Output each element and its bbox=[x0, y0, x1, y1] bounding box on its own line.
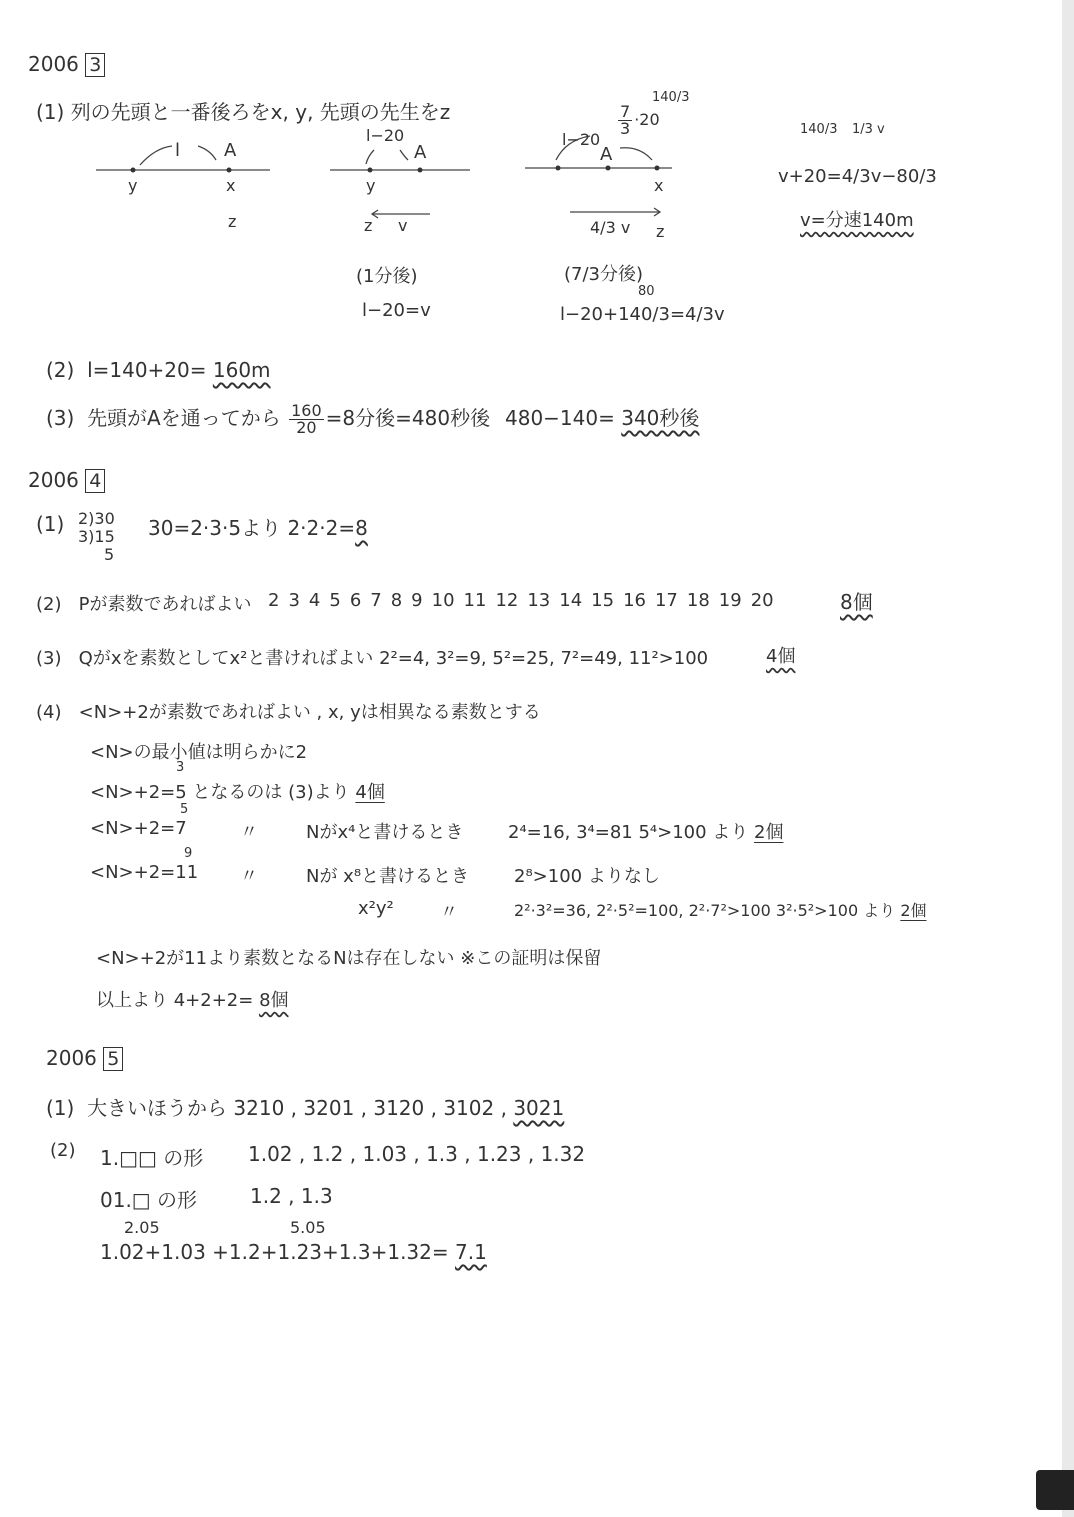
p5-line-1a: 1.□□ の形 bbox=[100, 1146, 204, 1170]
p4-line-3: <N>+2=5 となるのは (3)より 4個 bbox=[90, 782, 385, 803]
number-item: 3 bbox=[288, 590, 300, 611]
problem-3-1-statement: (1) 列の先頭と一番後ろをx, y, 先頭の先生をz bbox=[36, 100, 451, 124]
label-v-2: v bbox=[398, 216, 408, 235]
number-item: 17 bbox=[654, 590, 678, 611]
p4-line-4a: <N>+2=7 bbox=[90, 818, 187, 839]
label-140-3-small: 140/3 bbox=[652, 90, 690, 105]
number-item: 16 bbox=[623, 590, 646, 611]
problem-3-2: (2) l=140+20= 160m bbox=[46, 358, 271, 382]
label-y-2: y bbox=[366, 176, 376, 195]
number-item: 10 bbox=[431, 590, 455, 611]
problem-4-1: 30=2·3·5より 2·2·2=8 bbox=[148, 516, 368, 540]
label-z: z bbox=[228, 212, 237, 231]
number-item: 14 bbox=[559, 590, 583, 611]
arc-3b bbox=[620, 148, 652, 160]
number-item: 8 bbox=[390, 590, 403, 611]
p5-line-2a: 01.□ の形 bbox=[100, 1188, 198, 1212]
p4-line-4d: 2⁴=16, 3⁴=81 5⁴>100 より 2個 bbox=[508, 822, 784, 843]
number-list-2-to-20 bbox=[268, 590, 783, 611]
point-y-2 bbox=[368, 168, 373, 173]
answer-4-4: 8個 bbox=[259, 990, 289, 1011]
number-item: 9 bbox=[411, 590, 423, 611]
number-item: 6 bbox=[349, 590, 362, 611]
point-3a bbox=[556, 166, 561, 171]
small-5-05: 5.05 bbox=[290, 1218, 326, 1237]
number-item: 11 bbox=[463, 590, 487, 611]
p4-line-5a: <N>+2=11 bbox=[90, 862, 199, 883]
problem-5-1: (1) 大きいほうから 3210 , 3201 , 3120 , 3102 , 3021 bbox=[46, 1096, 565, 1120]
answer-4-4c: 2個 bbox=[900, 901, 927, 920]
label-l: l bbox=[175, 140, 181, 161]
section-number: 3 bbox=[85, 53, 105, 77]
number-item: 4 bbox=[308, 590, 321, 611]
arc-l-left bbox=[140, 146, 172, 165]
number-item: 12 bbox=[495, 590, 519, 611]
answer-4-4a: 4個 bbox=[355, 782, 385, 803]
number-item: 7 bbox=[370, 590, 382, 611]
p4-line-6-ditto: 〃 bbox=[440, 902, 458, 923]
point-x-1 bbox=[227, 168, 232, 173]
problem-4-1-label: (1) bbox=[36, 512, 65, 536]
label-4-3-v: 4/3 v bbox=[590, 218, 631, 237]
problem-4-3: (3) Qがxを素数としてx²と書ければよい 2²=4, 3²=9, 5²=25, 7²=49, 11²>100 bbox=[36, 648, 709, 669]
p4-line-7: <N>+2が11より素数となるNは存在しない ※この証明は保留 bbox=[96, 948, 602, 969]
p4-line-6d: 2²·3²=36, 2²·5²=100, 2²·7²>100 3²·5²>100 より 2個 bbox=[514, 901, 927, 920]
p4-line-2: <N>の最小値は明らかに2 bbox=[90, 742, 308, 763]
label-80-small: 80 bbox=[638, 284, 655, 299]
answer-3-3: 340秒後 bbox=[621, 406, 700, 430]
equation-l-20-v: l−20=v bbox=[362, 300, 431, 321]
p5-sum: 1.02+1.03 +1.2+1.23+1.3+1.32= 7.1 bbox=[100, 1240, 487, 1264]
point-x-2 bbox=[418, 168, 423, 173]
p5-line-1b: 1.02 , 1.2 , 1.03 , 1.3 , 1.23 , 1.32 bbox=[248, 1142, 586, 1166]
label-140-3-top: 140/3 bbox=[800, 122, 838, 137]
p4-line-4-ditto: 〃 bbox=[240, 822, 258, 843]
label-x: x bbox=[226, 176, 236, 195]
label-A-2: A bbox=[414, 142, 427, 163]
arc-2b bbox=[400, 150, 408, 160]
answer-4-2: 8個 bbox=[840, 590, 873, 614]
arc-2 bbox=[366, 150, 374, 164]
label-y: y bbox=[128, 176, 138, 195]
problem-5-2-label: (2) bbox=[50, 1140, 76, 1161]
label-x-3: x bbox=[654, 176, 664, 195]
section-header-2006-4: 2006 4 bbox=[28, 468, 105, 492]
number-item: 2 bbox=[268, 590, 280, 611]
result-velocity: v=分速140m bbox=[800, 210, 914, 231]
section-header-2006-5: 2006 5 bbox=[46, 1046, 123, 1070]
label-A: A bbox=[224, 140, 237, 161]
small-2-05: 2.05 bbox=[124, 1218, 160, 1237]
label-l-20-3: l−20 bbox=[562, 130, 601, 149]
answer-4-3: 4個 bbox=[766, 646, 796, 667]
scan-edge-shadow bbox=[1036, 1470, 1074, 1510]
section-year: 2006 bbox=[28, 52, 79, 76]
problem-3-3: (3) 先頭がAを通ってから $\frac{160}{20}$ =8分後=480秒後 bbox=[46, 401, 491, 437]
label-7-3-20: $\frac{7}{3}$ ·20 bbox=[620, 102, 660, 138]
answer-5-2: 7.1 bbox=[455, 1240, 487, 1264]
point-3b bbox=[606, 166, 611, 171]
small-9: 9 bbox=[184, 846, 193, 861]
label-1-3-v-top: 1/3 v bbox=[852, 122, 885, 137]
number-item: 18 bbox=[686, 590, 710, 611]
p4-line-8: 以上より 4+2+2= 8個 bbox=[96, 990, 289, 1011]
problem-4-4: (4) <N>+2が素数であればよい , x, yは相異なる素数とする bbox=[36, 702, 541, 723]
point-3c bbox=[655, 166, 660, 171]
p4-line-6c: x²y² bbox=[358, 898, 394, 919]
label-z-3: z bbox=[656, 222, 665, 241]
point-y-1 bbox=[131, 168, 136, 173]
small-5: 5 bbox=[180, 802, 189, 817]
label-z-2: z bbox=[364, 216, 373, 235]
prime-factorization-division: 2)30 3)15 5 bbox=[78, 509, 115, 564]
p4-line-5-ditto: 〃 bbox=[240, 866, 258, 887]
arc-l-right bbox=[198, 146, 216, 160]
p4-line-5c: Nが x⁸と書けるとき bbox=[306, 866, 470, 887]
label-7-3min-later: (7/3分後) bbox=[564, 264, 644, 285]
p5-line-2b: 1.2 , 1.3 bbox=[250, 1184, 333, 1208]
label-1min-later: (1分後) bbox=[356, 266, 418, 287]
number-item: 19 bbox=[718, 590, 742, 611]
answer-5-1: 3021 bbox=[513, 1096, 565, 1120]
equation-v: v+20=4/3v−80/3 bbox=[778, 166, 937, 187]
label-A-3: A bbox=[600, 144, 613, 165]
answer-4-1: 8 bbox=[355, 516, 368, 540]
problem-3-3-calc: 480−140= 340秒後 bbox=[505, 406, 700, 430]
answer-3-2: 160m bbox=[212, 358, 271, 382]
p4-line-4c: Nがx⁴と書けるとき bbox=[306, 822, 464, 843]
number-item: 15 bbox=[591, 590, 615, 611]
small-3: 3 bbox=[176, 760, 185, 775]
number-item: 20 bbox=[750, 590, 774, 611]
number-item: 5 bbox=[329, 590, 341, 611]
p4-line-5d: 2⁸>100 よりなし bbox=[514, 866, 660, 887]
problem-4-2: (2) Pが素数であればよい bbox=[36, 594, 252, 615]
label-l-20: l−20 bbox=[366, 126, 405, 145]
number-item: 13 bbox=[527, 590, 551, 611]
equation-3: l−20+140/3=4/3v bbox=[560, 304, 725, 325]
answer-4-4b: 2個 bbox=[754, 822, 784, 843]
